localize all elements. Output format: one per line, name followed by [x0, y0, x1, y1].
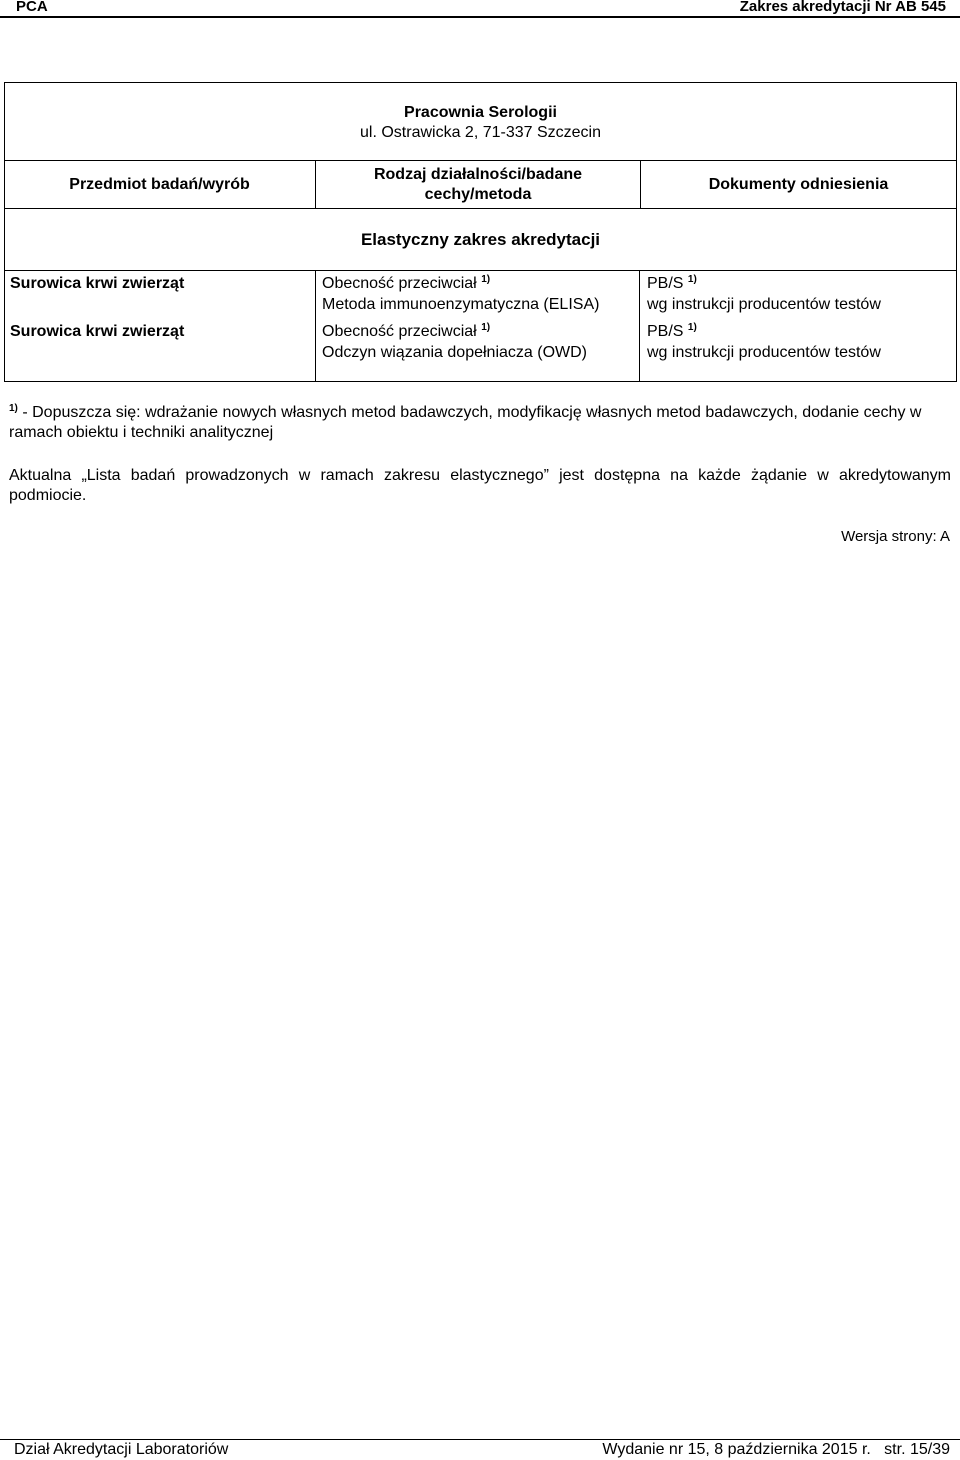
table-row-1-method: Obecność przeciwciał $^{1)}$ Metoda immunoenzymatyczna (ELISA) — [322, 274, 600, 313]
footer-edition: Wydanie nr 15, 8 października 2015 r. str. 15/39 — [602, 1441, 950, 1458]
table-header-row — [5, 160, 956, 209]
column-header-method: Rodzaj działalności/badane cechy/metoda — [315, 161, 641, 208]
column-divider — [639, 271, 640, 382]
footnote-mark: 1) — [687, 274, 697, 285]
lab-name: Pracownia Serologii — [404, 104, 557, 121]
footnote-mark: 1) — [481, 322, 491, 333]
section-title: Elastyczny zakres akredytacji — [360, 230, 601, 249]
table-row-2-subject: Surowica krwi zwierząt — [10, 323, 185, 340]
column-header-reference: Dokumenty odniesienia — [708, 175, 889, 193]
page-header — [0, 0, 960, 18]
section-title-row — [5, 207, 956, 271]
footer-department: Dział Akredytacji Laboratoriów — [14, 1441, 229, 1458]
column-header-subject: Przedmiot badań/wyrób — [69, 175, 250, 193]
lab-info — [5, 103, 956, 143]
footnote-mark: 1) — [9, 403, 18, 414]
footnote-mark: 1) — [687, 322, 697, 333]
table-row-2-method: Obecność przeciwciał $^{1)}$ Odczyn wiązania dopełniacza (OWD) — [322, 322, 587, 361]
accreditation-table — [4, 82, 957, 382]
header-title: Zakres akredytacji Nr AB 545 — [739, 0, 946, 15]
page-version: Wersja strony: A — [841, 528, 950, 545]
table-row-2-reference: PB/S $^{1)}$ wg instrukcji producentów testów — [647, 322, 881, 361]
page-footer — [0, 1439, 960, 1460]
footnote-mark: 1) — [481, 274, 491, 285]
column-divider — [315, 271, 316, 382]
list-notice: Aktualna „Lista badań prowadzonych w ramach zakresu elastycznego” jest dostępna na każde żądanie w akredytowanym podmiocie. — [9, 467, 951, 504]
header-org: PCA — [16, 0, 48, 15]
lab-address: ul. Ostrawicka 2, 71-337 Szczecin — [360, 124, 601, 141]
footnote: $^{1)}$ - Dopuszcza się: wdrażanie nowych własnych metod badawczych, modyfikację własnych metod badawczych, dodanie cechy w ramach obiektu i techniki analitycznej — [9, 403, 922, 441]
table-row-1-subject: Surowica krwi zwierząt — [10, 275, 185, 292]
table-row-1-reference: PB/S $^{1)}$ wg instrukcji producentów testów — [647, 274, 881, 313]
